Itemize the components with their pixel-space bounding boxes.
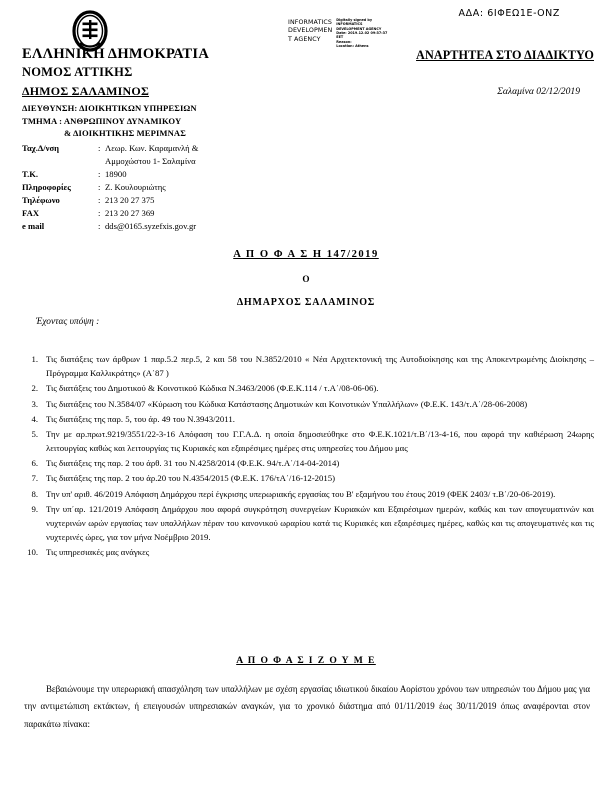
list-item-number: 5. [31,428,38,439]
signature-detail-line7: Location: Athens [336,44,369,49]
contact-label-phone: Τηλέφωνο [22,195,60,206]
list-item-number: 2. [31,383,38,394]
closing-paragraph: Βεβαιώνουμε την υπερωριακή απασχόληση των υπαλλήλων με σχέση εργασίας ιδιωτικού δικαίου Αορίστου χρόνου των υπηρεσιών του Δήμου μας για την αντιμετώπιση εκτάκτων, ή επειγουσών υπηρεσιακών αναγκών, για το χρονικό διάστημα από 01/11/2019 έως 30/11/2019 όπως αναφέρονται στον παρακάτω πίνακα: [24,684,590,729]
list-item-text: Τις διατάξεις του Ν.3584/07 «Κύρωση του Κώδικα Κατάστασης Δημοτικών και Κοινοτικών Υπαλλήλων» (Φ.Ε.Κ. 143/τ.Α΄/28-06-2008) [46,398,528,409]
list-item [22,381,594,395]
list-item-text: Τις διατάξεις της παρ. 2 του άρ.20 του Ν.4354/2015 (Φ.Ε.Κ. 176/τΑ΄/16-12-2015) [46,473,336,484]
decision-issuer: ΔΗΜΑΡΧΟΣ ΣΑΛΑΜΙΝΟΣ [236,297,376,308]
contact-label-postcode: Τ.Κ. [22,169,39,180]
having-regard-label: Έχοντας υπόψη : [36,317,100,327]
list-item-text: Τις διατάξεις της παρ. 5, του άρ. 49 του Ν.3943/2011. [46,413,235,424]
signature-agency-line3: T AGENCY [288,35,321,43]
contact-row-postcode [22,168,322,181]
list-item-number: 9. [31,503,38,514]
list-item [22,397,594,411]
decision-article: Ο [302,274,310,284]
list-item-text: Τις διατάξεις των άρθρων 1 παρ.5.2 περ.5, 2 και 58 του Ν.3852/2010 « Νέα Αρχιτεκτονική της Αυτοδιοίκησης και της Αποκεντρωμένης Διοίκησης – Πρόγραμμα Καλλικράτης» (Α΄87 ) [46,354,594,379]
signature-detail-line5: EET [336,35,344,40]
web-posting-notice: ΑΝΑΡΤΗΤΕΑ ΣΤΟ ΔΙΑΔΙΚΤΥΟ [416,48,594,62]
signature-agency-line2: DEVELOPMEN [288,27,333,35]
org-department-line: ΤΜΗΜΑ : ΑΝΘΡΩΠΙΝΟΥ ΔΥΝΑΜΙΚΟΥ [22,115,182,126]
list-item [22,502,594,545]
signature-detail-line4: Date: 2019.12.02 09:37:37 [336,31,388,36]
list-item-number: 8. [31,488,38,499]
contact-value-postcode: 18900 [105,169,127,180]
contact-label-address: Ταχ.Δ/νση [22,143,60,153]
contact-value-fax: 213 20 27 369 [105,208,155,219]
list-item [22,471,594,485]
contact-separator: : [98,195,101,206]
contact-value-address: Λεωρ. Κων. Καραμανλή & [105,143,199,153]
contact-label-info: Πληροφορίες [22,182,71,193]
contact-separator: : [98,208,101,219]
list-item [22,412,594,426]
list-item-number: 3. [31,398,38,409]
org-republic-line: ΕΛΛΗΝΙΚΗ ΔΗΜΟΚΡΑΤΙΑ [22,46,210,62]
contact-value-phone: 213 20 27 375 [105,195,155,206]
issuing-organization-block [22,45,312,140]
signature-detail-line6: Reason: [336,39,352,44]
list-item-number: 1. [31,354,38,364]
ada-reference-code: ΑΔΑ: 6ΙΦΕΩ1Ε-ΟΝΖ [458,8,560,19]
contact-details-block [22,142,322,233]
list-item-text: Τις διατάξεις της παρ. 2 του άρθ. 31 του Ν.4258/2014 (Φ.Ε.Κ. 94/τ.Α΄/14-04-2014) [46,458,340,469]
list-item-number: 6. [31,458,38,469]
list-item-text: Την υπ' αριθ. 46/2019 Απόφαση Δημάρχου περί έγκρισης υπερωριακής εργασίας του Β' εξαμήνου του έτους 2019 (ΦΕΚ 2403/ τ.Β΄/20-06-2019). [46,488,556,499]
contact-row-address [22,142,322,155]
list-item [22,487,594,501]
resolve-heading: Α Π Ο Φ Α Σ Ι Ζ Ο Υ Μ Ε [236,655,376,666]
org-directorate-line: ΔΙΕΥΘΥΝΣΗ: ΔΙΟΙΚΗΤΙΚΩΝ ΥΠΗΡΕΣΙΩΝ [22,103,197,114]
decision-title: Α Π Ο Φ Α Σ Η 147/2019 [233,249,379,260]
contact-value-info: Ζ. Κουλουριώτης [105,182,166,193]
list-item-text: Την υπ΄αρ. 121/2019 Απόφαση Δημάρχου που αφορά συγκρότηση συνεργείων Κυριακών και Εξαιρέσιμων ημερών, καθώς και των απογευματινών και νυχτερινών ωρών εργασίας των υπαλλήλων πέραν του κανονικού ωραρίου κατά τις Κυριακές και εξαιρέσιμες ημέρες, καθώς και τις απογευματινές και τις νυχτερινές ώρες, για τον μήνα Νοέμβριο 2019. [46,503,594,543]
contact-row-info [22,181,322,194]
org-prefecture-line: ΝΟΜΟΣ ΑΤΤΙΚΗΣ [22,65,133,80]
contact-row-fax [22,207,322,220]
contact-separator: : [98,221,101,232]
list-item-text: Την με αρ.πρωτ.9219/3551/22-3-16 Απόφαση του Γ.Γ.Α.Δ. η οποία δημοσιεύθηκε στο Φ.Ε.Κ.1021/τ.Β΄/13-4-16, που αφορά την καθιέρωση 24ωρης λειτουργίας καθώς και λειτουργίας τις Κυριακές και εξαιρέσιμες ημέρες στις υπηρεσίες του Δήμου μας [46,428,594,454]
signature-detail-block [336,18,387,49]
org-department-line-2: & ΔΙΟΙΚΗΤΙΚΗΣ ΜΕΡΙΜΝΑΣ [64,128,186,139]
contact-row-email [22,220,322,233]
contact-separator: : [98,182,101,193]
contact-separator: : [98,143,101,153]
contact-value-address-line2: Αμμοχώστου 1- Σαλαμίνα [105,156,196,167]
list-item-number: 7. [31,473,38,484]
legal-basis-list [22,352,594,560]
signature-detail-line3: DEVELOPMENT AGENCY [336,26,382,31]
signature-agency-line1: INFORMATICS [288,18,332,26]
list-item-text: Τις διατάξεις του Δημοτικού & Κοινοτικού Κώδικα Ν.3463/2006 (Φ.Ε.Κ.114 / τ.Α΄/08-06-06). [46,383,379,394]
signature-detail-line2: INFORMATICS [336,22,363,27]
list-item-number: 10. [27,547,38,558]
list-item [22,427,594,455]
place-and-date: Σαλαμίνα 02/12/2019 [497,86,580,97]
contact-separator: : [98,169,101,180]
list-item [22,352,594,380]
contact-row-phone [22,194,322,207]
list-item [22,456,594,470]
org-municipality-line: ΔΗΜΟΣ ΣΑΛΑΜΙΝΟΣ [22,84,149,98]
list-item [22,545,594,559]
contact-label-fax: FAX [22,208,40,219]
contact-value-email: dds@0165.syzefxis.gov.gr [105,221,197,232]
contact-label-email: e mail [22,221,45,232]
list-item-number: 4. [31,413,38,424]
signature-detail-line1: Digitally signed by [336,18,373,22]
signature-agency-name [288,18,332,45]
list-item-text: Τις υπηρεσιακές μας ανάγκες [46,547,150,558]
